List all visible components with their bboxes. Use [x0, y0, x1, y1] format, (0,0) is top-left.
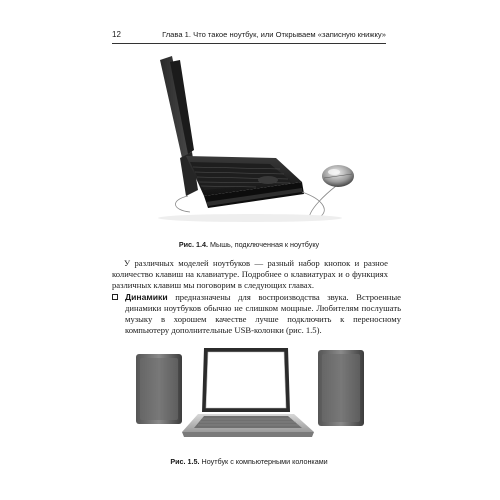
bullet-text: предназначены для воспроизводства звука. Встроенные динамики ноутбуков обычно не слишком мощные. Любителям послушать музыку в хорошем качестве лучше подключить к переносному компьютеру дополнительные USB-колонки (рис. 1.5). [125, 292, 401, 336]
figure-1-label: Рис. 1.4. [178, 240, 209, 249]
bullet-item-speakers [112, 292, 401, 336]
touchpad [258, 176, 278, 184]
bullet-term: Динамики [125, 292, 168, 302]
mouse [322, 165, 354, 187]
figure-laptop-mouse [130, 50, 370, 232]
figure-laptop-speakers [132, 342, 368, 450]
figure-2-label: Рис. 1.5. [170, 457, 200, 466]
page-number: 12 [112, 30, 121, 39]
left-speaker [136, 354, 182, 424]
figure-2-caption-text: Ноутбук с компьютерными колонками [201, 457, 328, 466]
body-paragraph: У различных моделей ноутбуков — разный набор кнопок и разное количество клавиш на клавиатуре. Подробнее о клавиатурах и о функциях различных клавиш мы поговорим в следующих главах. [112, 258, 388, 291]
figure-2-caption [112, 457, 386, 466]
laptop-lid [160, 56, 198, 196]
running-title: Глава 1. Что такое ноутбук, или Открываем «записную книжку» [162, 30, 386, 39]
figure-1-caption-text: Мышь, подключенная к ноутбуку [210, 240, 320, 249]
laptop-base [186, 156, 304, 208]
running-header [112, 30, 386, 44]
figure-1-caption [112, 240, 386, 249]
laptop [182, 348, 314, 437]
checkbox-bullet-icon [112, 294, 118, 300]
right-speaker [318, 350, 364, 426]
